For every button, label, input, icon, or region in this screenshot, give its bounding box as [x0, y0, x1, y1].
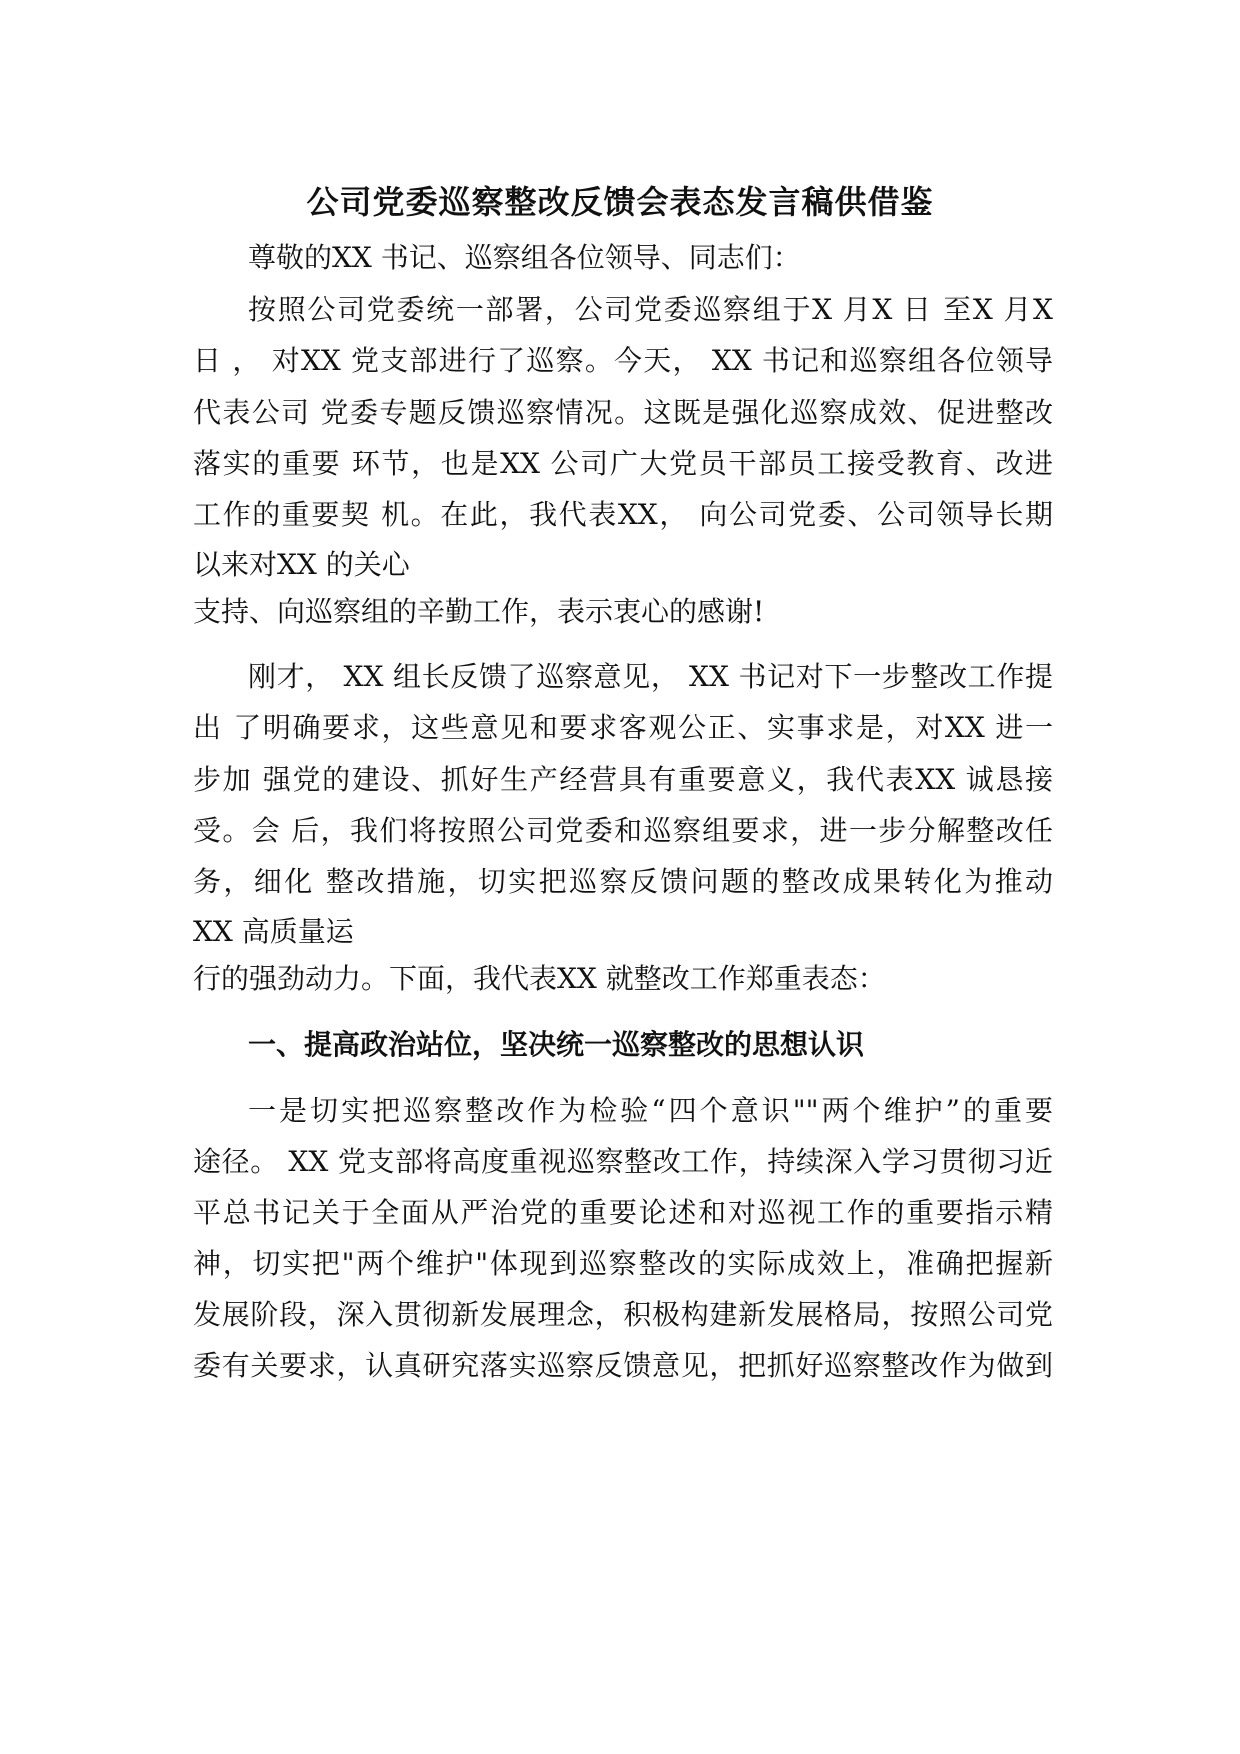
paragraph-line: 以来对XX 的关心 — [193, 548, 410, 581]
paragraph-line: 工作的重要契 机。在此，我代表XX， 向公司党委、公司领导长期 — [193, 498, 1053, 531]
paragraph-line: 平总书记关于全面从严治党的重要论述和对巡视工作的重要指示精 — [193, 1196, 1053, 1229]
paragraph-line: 落实的重要 环节，也是XX 公司广大党员干部员工接受教育、改进 — [193, 447, 1053, 480]
paragraph-line: 行的强劲动力。下面，我代表XX 就整改工作郑重表态： — [193, 962, 886, 995]
paragraph-line: 一是切实把巡察整改作为检验“四个意识""两个维护”的重要 — [248, 1094, 1053, 1127]
paragraph-line: XX 高质量运 — [193, 915, 354, 948]
paragraph-line: 刚才， XX 组长反馈了巡察意见， XX 书记对下一步整改工作提 — [248, 660, 1053, 693]
paragraph-line: 神，切实把"两个维护"体现到巡察整改的实际成效上，准确把握新 — [193, 1247, 1053, 1280]
paragraph-line: 受。会 后，我们将按照公司党委和巡察组要求，进一步分解整改任 — [193, 814, 1053, 847]
paragraph-line: 委有关要求，认真研究落实巡察反馈意见，把抓好巡察整改作为做到 — [193, 1349, 1053, 1382]
paragraph-line: 出 了明确要求，这些意见和要求客观公正、实事求是，对XX 进一 — [193, 711, 1053, 744]
paragraph-line: 途径。 XX 党支部将高度重视巡察整改工作，持续深入学习贯彻习近 — [193, 1145, 1053, 1178]
paragraph-line: 按照公司党委统一部署，公司党委巡察组于X 月X 日 至X 月X — [248, 293, 1053, 326]
document-title: 公司党委巡察整改反馈会表态发言稿供借鉴 — [306, 183, 934, 221]
paragraph-line: 务，细化 整改措施，切实把巡察反馈问题的整改成果转化为推动 — [193, 865, 1053, 898]
paragraph-line: 发展阶段，深入贯彻新发展理念，积极构建新发展格局，按照公司党 — [193, 1298, 1053, 1331]
section-heading: 一、提高政治站位，坚决统一巡察整改的思想认识 — [248, 1028, 865, 1061]
paragraph-line: 代表公司 党委专题反馈巡察情况。这既是强化巡察成效、促进整改 — [193, 396, 1053, 429]
paragraph-line: 日 ， 对XX 党支部进行了巡察。今天， XX 书记和巡察组各位领导 — [193, 344, 1053, 377]
paragraph-line: 步加 强党的建设、抓好生产经营具有重要意义，我代表XX 诚恳接 — [193, 763, 1053, 796]
salutation: 尊敬的XX 书记、巡察组各位领导、同志们： — [248, 241, 801, 274]
paragraph-line: 支持、向巡察组的辛勤工作，表示衷心的感谢! — [193, 595, 765, 628]
